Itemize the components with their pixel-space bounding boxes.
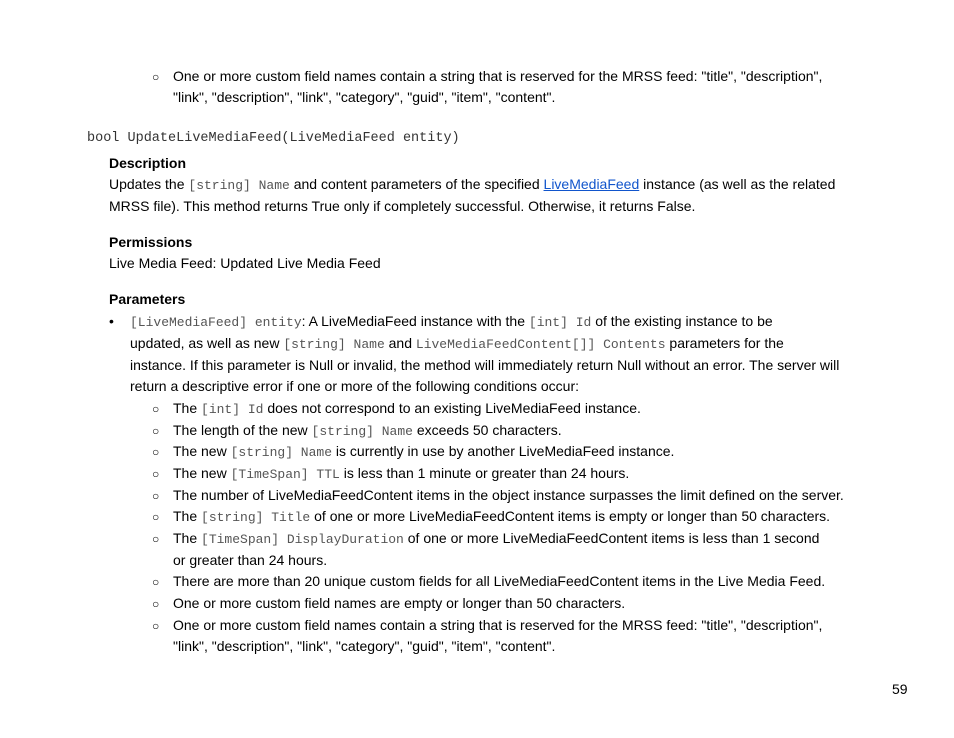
condition-text: of one or more LiveMediaFeedContent items is less than 1 second	[403, 530, 820, 546]
param-line-2	[130, 334, 784, 354]
parameters-heading: Parameters	[109, 291, 186, 307]
sub-bullet-marker: ○	[152, 619, 160, 633]
condition-text: The new	[173, 465, 231, 481]
sub-bullet-marker: ○	[152, 70, 160, 84]
sub-bullet-marker: ○	[152, 489, 160, 503]
condition-item-cont: "link", "description", "link", "category", "guid", "item", "content".	[173, 638, 556, 654]
condition-text: does not correspond to an existing LiveMediaFeed instance.	[263, 400, 641, 416]
condition-text: The length of the new	[173, 422, 312, 438]
livemediafeed-link[interactable]: LiveMediaFeed	[543, 176, 640, 192]
description-line-2: MRSS file). This method returns True only if completely successful. Otherwise, it returns False.	[109, 198, 696, 214]
condition-text: The	[173, 530, 202, 546]
param-text: of the existing instance to be	[591, 313, 773, 329]
condition-text: The new	[173, 443, 231, 459]
sub-bullet-marker: ○	[152, 402, 160, 416]
condition-item	[173, 529, 819, 549]
code-string-name: [string] Name	[283, 337, 385, 352]
param-text: : A LiveMediaFeed instance with the	[301, 313, 529, 329]
sub-bullet-marker: ○	[152, 575, 160, 589]
sub-bullet-marker: ○	[152, 445, 160, 459]
description-heading: Description	[109, 155, 187, 171]
condition-item	[173, 399, 641, 419]
condition-text: is currently in use by another LiveMediaFeed instance.	[332, 443, 675, 459]
condition-item: One or more custom field names are empty or longer than 50 characters.	[173, 595, 626, 611]
sub-bullet-marker: ○	[152, 597, 160, 611]
description-text: instance (as well as the related	[639, 176, 836, 192]
description-text: Updates the	[109, 176, 189, 192]
code-string-title: [string] Title	[201, 510, 311, 525]
sub-bullet-marker: ○	[152, 424, 160, 438]
condition-text: The	[173, 508, 202, 524]
code-entity: [LiveMediaFeed] entity	[130, 315, 302, 330]
permissions-text: Live Media Feed: Updated Live Media Feed	[109, 255, 381, 271]
sub-bullet-marker: ○	[152, 532, 160, 546]
param-text: updated, as well as new	[130, 335, 284, 351]
sub-bullet-marker: ○	[152, 467, 160, 481]
param-text: parameters for the	[665, 335, 784, 351]
condition-text: exceeds 50 characters.	[412, 422, 562, 438]
condition-item-cont: or greater than 24 hours.	[173, 552, 328, 568]
param-line-3: instance. If this parameter is Null or invalid, the method will immediately return Null without an error. The server will	[130, 357, 840, 373]
code-int-id: [int] Id	[528, 315, 592, 330]
code-int-id: [int] Id	[201, 402, 264, 417]
permissions-heading: Permissions	[109, 234, 193, 250]
condition-text: of one or more LiveMediaFeedContent items is empty or longer than 50 characters.	[310, 508, 831, 524]
condition-text: The	[173, 400, 202, 416]
param-text: and	[384, 335, 416, 351]
condition-item: One or more custom field names contain a string that is reserved for the MRSS feed: "title", "description",	[173, 617, 823, 633]
code-string-name: [string] Name	[188, 178, 290, 193]
param-line-4: return a descriptive error if one or more of the following conditions occur:	[130, 378, 579, 394]
code-contents: LiveMediaFeedContent[]] Contents	[415, 337, 666, 352]
param-line-1	[130, 312, 773, 332]
param-bullet: •	[109, 313, 114, 329]
code-ttl: [TimeSpan] TTL	[230, 467, 340, 482]
description-text: and content parameters of the specified	[289, 176, 544, 192]
method-signature: bool UpdateLiveMediaFeed(LiveMediaFeed entity)	[87, 131, 460, 146]
code-display-duration: [TimeSpan] DisplayDuration	[201, 532, 404, 547]
reserved-names-text: One or more custom field names contain a string that is reserved for the MRSS feed: "title", "description",	[173, 68, 823, 84]
description-line-1	[109, 175, 835, 195]
sub-bullet-marker: ○	[152, 510, 160, 524]
code-string-name: [string] Name	[230, 445, 333, 460]
reserved-names-text-cont: "link", "description", "link", "category", "guid", "item", "content".	[173, 89, 556, 105]
condition-item: There are more than 20 unique custom fields for all LiveMediaFeedContent items in the Live Media Feed.	[173, 573, 826, 589]
page-number: 59	[892, 681, 908, 697]
condition-item	[173, 507, 830, 527]
condition-item	[173, 442, 674, 462]
condition-item: The number of LiveMediaFeedContent items in the object instance surpasses the limit defined on the server.	[173, 487, 844, 503]
code-string-name: [string] Name	[311, 424, 413, 439]
condition-item	[173, 464, 629, 484]
condition-item	[173, 421, 562, 441]
condition-text: is less than 1 minute or greater than 24 hours.	[339, 465, 630, 481]
